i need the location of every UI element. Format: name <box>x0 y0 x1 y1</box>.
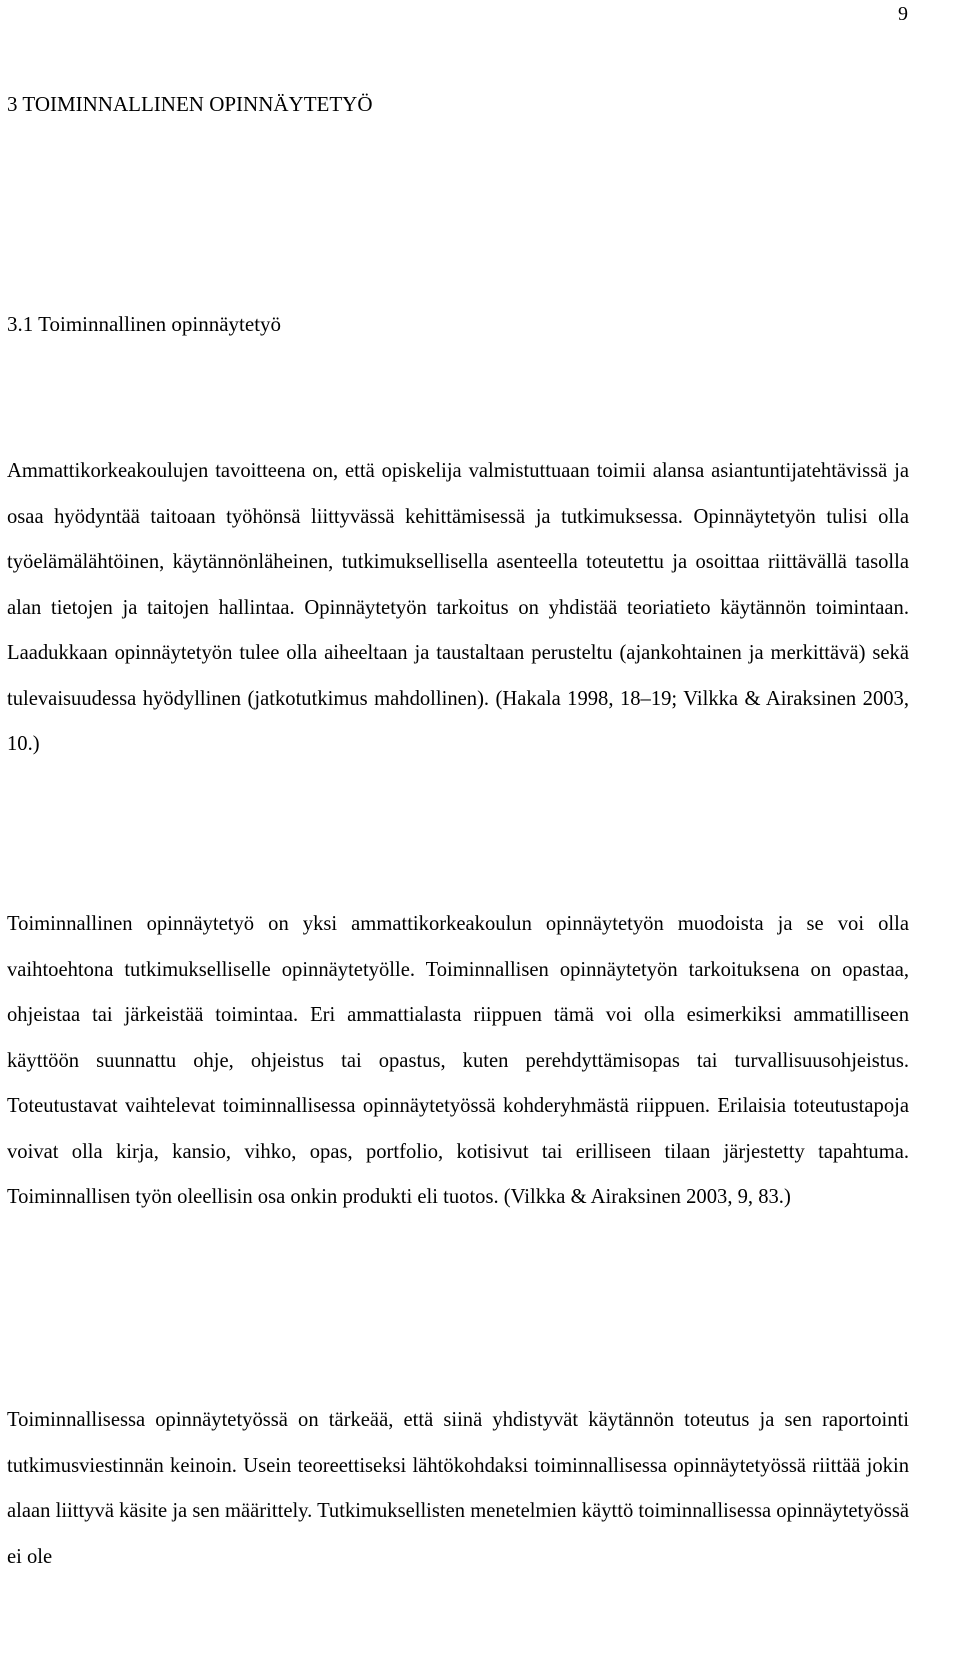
body-paragraph-1: Ammattikorkeakoulujen tavoitteena on, että opiskelija valmistuttuaan toimii alansa asiantuntijatehtävissä ja osaa hyödyntää taitoaan työhönsä liittyvässä kehittämisessä ja tutkimuksessa. Opinnäytetyön tulisi olla työelämälähtöinen, käytännönläheinen, tutkimuksellisella asenteella toteutettu ja osoittaa riittävällä tasolla alan tietojen ja taitojen hallintaa. Opinnäytetyön tarkoitus on yhdistää teoriatieto käytännön toimintaan. Laadukkaan opinnäytetyön tulee olla aiheeltaan ja taustaltaan perusteltu (ajankohtainen ja merkittävä) sekä tulevaisuudessa hyödyllinen (jatkotutkimus mahdollinen). (Hakala 1998, 18–19; Vilkka & Airaksinen 2003, 10.) <box>7 460 909 755</box>
page-number: 9 <box>898 3 908 25</box>
body-paragraph-3: Toiminnallisessa opinnäytetyössä on tärkeää, että siinä yhdistyvät käytännön toteutus ja sen raportointi tutkimusviestinnän keinoin. Usein teoreettiseksi lähtökohdaksi toiminnallisessa opinnäytetyössä riittää jokin alaan liittyvä käsite ja sen määrittely. Tutkimuksellisten menetelmien käyttö toiminnallisessa opinnäytetyössä ei ole <box>7 1409 909 1568</box>
section-heading: 3.1 Toiminnallinen opinnäytetyö <box>7 312 282 336</box>
chapter-heading: 3 TOIMINNALLINEN OPINNÄYTETYÖ <box>7 92 373 116</box>
body-paragraph-2: Toiminnallinen opinnäytetyö on yksi ammattikorkeakoulun opinnäytetyön muodoista ja se voi olla vaihtoehtona tutkimukselliselle opinnäytetyölle. Toiminnallisen opinnäytetyön tarkoituksena on opastaa, ohjeistaa tai järkeistää toimintaa. Eri ammattialasta riippuen tämä voi olla esimerkiksi ammatilliseen käyttöön suunnattu ohje, ohjeistus tai opastus, kuten perehdyttämisopas tai turvallisuusohjeistus. Toteutustavat vaihtelevat toiminnallisessa opinnäytetyössä kohderyhmästä riippuen. Erilaisia toteutustapoja voivat olla kirja, kansio, vihko, opas, portfolio, kotisivut tai erilliseen tilaan järjestetty tapahtuma. Toiminnallisen työn oleellisin osa onkin produkti eli tuotos. (Vilkka & Airaksinen 2003, 9, 83.) <box>7 913 909 1208</box>
